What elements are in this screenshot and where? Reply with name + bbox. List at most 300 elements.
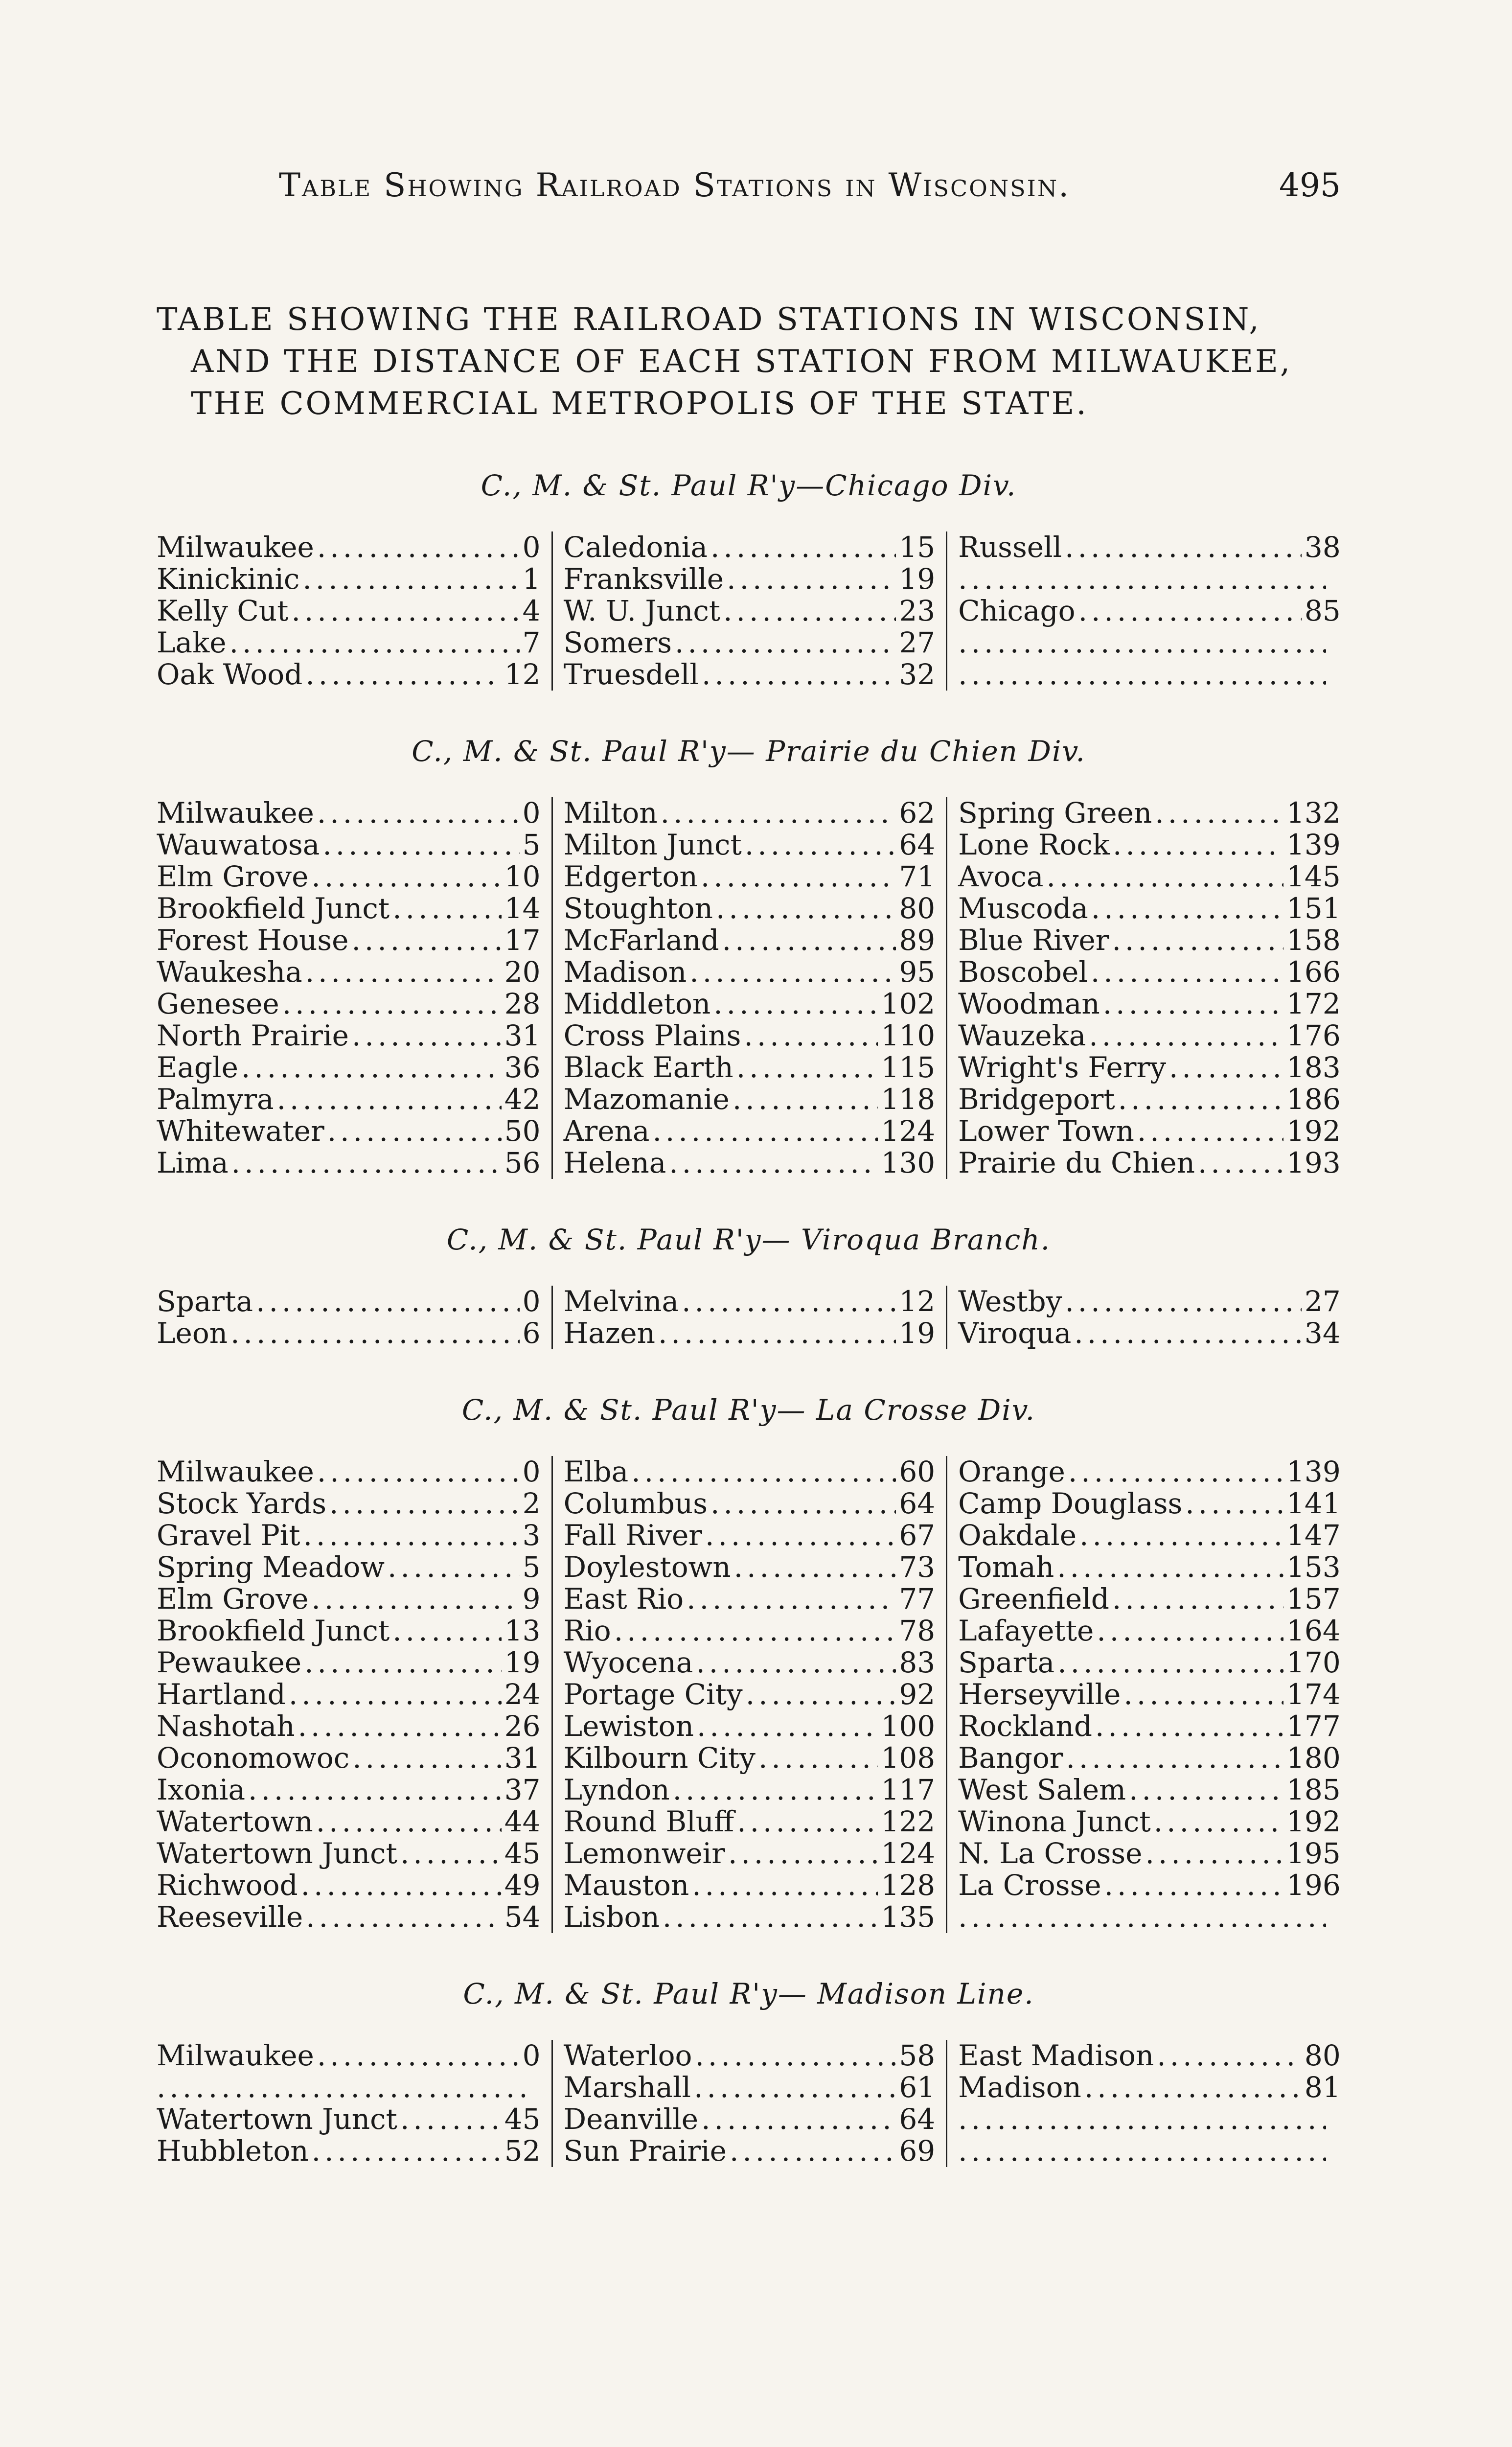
station-name: Elm Grove	[157, 1582, 309, 1616]
station-distance: 135	[881, 1900, 936, 1934]
station-distance: 195	[1286, 1837, 1341, 1870]
station-row	[157, 988, 541, 1020]
station-distance: 27	[899, 626, 936, 659]
station-name: Lake	[157, 626, 227, 659]
station-name: Wright's Ferry	[958, 1051, 1166, 1084]
station-row	[564, 1870, 936, 1901]
station-distance: 145	[1286, 860, 1341, 893]
station-distance: 17	[504, 923, 541, 957]
dot-leader	[305, 956, 502, 988]
main-title-line-1: TABLE SHOWING THE RAILROAD STATIONS IN WISCONSIN,	[157, 301, 1261, 338]
station-name: Lower Town	[958, 1114, 1134, 1148]
railroad-section	[157, 1223, 1341, 1349]
station-distance: 147	[1286, 1519, 1341, 1552]
station-column	[551, 531, 946, 691]
dot-leader	[1078, 595, 1302, 627]
station-column	[551, 1456, 946, 1933]
station-row	[157, 1115, 541, 1147]
station-distance: 52	[504, 2134, 541, 2168]
station-distance: 89	[899, 923, 936, 957]
station-name: Franksville	[563, 562, 724, 596]
station-name: Arena	[563, 1114, 650, 1148]
dot-leader	[713, 988, 878, 1020]
station-distance: 176	[1286, 1019, 1341, 1052]
station-row	[958, 1317, 1341, 1349]
station-row	[564, 1551, 936, 1583]
dot-leader	[289, 1679, 502, 1710]
station-distance: 71	[899, 860, 936, 893]
station-name: Kinickinic	[157, 562, 300, 596]
station-row	[157, 563, 541, 595]
station-distance: 19	[899, 562, 936, 596]
station-name: Orange	[958, 1455, 1065, 1488]
dot-leader	[696, 1647, 896, 1679]
station-name: Whitewater	[157, 1114, 324, 1148]
dot-leader	[689, 956, 896, 988]
dot-leader	[682, 1286, 896, 1317]
railroad-section	[157, 735, 1341, 1179]
station-distance: 124	[881, 1114, 936, 1148]
station-row	[958, 1583, 1341, 1615]
station-name: Lisbon	[563, 1900, 660, 1934]
station-distance: 164	[1286, 1614, 1341, 1647]
station-row	[564, 1456, 936, 1488]
station-row	[564, 1901, 936, 1933]
station-distance: 80	[899, 892, 936, 925]
station-row	[958, 1147, 1341, 1179]
dot-leader	[614, 1615, 896, 1647]
dot-leader	[675, 627, 896, 659]
dot-leader	[400, 2103, 502, 2135]
station-table	[157, 1286, 1341, 1349]
dot-leader	[687, 1583, 896, 1615]
station-row	[564, 1583, 936, 1615]
dot-leader	[734, 1551, 896, 1583]
station-name: Rockland	[958, 1709, 1092, 1743]
station-name: Lemonweir	[563, 1837, 725, 1870]
station-name: Hubbleton	[157, 2134, 309, 2168]
dot-leader	[958, 563, 1326, 595]
station-distance: 27	[1304, 1285, 1341, 1318]
station-row	[157, 924, 541, 956]
station-row	[958, 1615, 1341, 1647]
station-name: Elm Grove	[157, 860, 309, 893]
station-table	[157, 797, 1341, 1179]
station-row	[157, 2072, 541, 2103]
dot-leader	[298, 1710, 502, 1742]
station-column	[157, 1286, 551, 1349]
station-distance: 100	[881, 1709, 936, 1743]
station-row	[157, 627, 541, 659]
dot-leader	[736, 1052, 878, 1084]
station-distance: 9	[522, 1582, 541, 1616]
station-row	[157, 829, 541, 861]
station-distance: 192	[1286, 1114, 1341, 1148]
station-distance: 185	[1286, 1773, 1341, 1806]
station-distance: 23	[899, 594, 936, 627]
running-title: Table Showing Railroad Stations in Wisconsin.	[279, 166, 1071, 204]
station-name: W. U. Junct	[563, 594, 721, 627]
station-distance: 128	[881, 1869, 936, 1902]
dot-leader	[1155, 797, 1283, 829]
station-name: Richwood	[157, 1869, 298, 1902]
station-row	[958, 1838, 1341, 1870]
station-column	[157, 797, 551, 1179]
station-distance: 196	[1286, 1869, 1341, 1902]
railroad-section	[157, 1393, 1341, 1933]
dot-leader	[322, 829, 519, 861]
station-distance: 141	[1286, 1487, 1341, 1520]
dot-leader	[282, 988, 502, 1020]
dot-leader	[157, 2072, 526, 2103]
station-name: Milwaukee	[157, 1455, 314, 1488]
station-distance: 192	[1286, 1805, 1341, 1838]
station-name: Chicago	[958, 594, 1076, 627]
station-name: Stoughton	[563, 892, 713, 925]
station-name: Oak Wood	[157, 658, 303, 691]
station-distance: 19	[504, 1646, 541, 1679]
station-table	[157, 1456, 1341, 1933]
dot-leader	[701, 861, 896, 893]
station-name: Helena	[563, 1146, 666, 1179]
station-row	[157, 1870, 541, 1901]
station-name: East Rio	[563, 1582, 684, 1616]
station-distance: 183	[1286, 1051, 1341, 1084]
station-name: Herseyville	[958, 1678, 1121, 1711]
station-column	[946, 797, 1341, 1179]
station-name: Genesee	[157, 987, 279, 1020]
station-row	[157, 1647, 541, 1679]
dot-leader	[1157, 2040, 1302, 2072]
station-name: N. La Crosse	[958, 1837, 1143, 1870]
dot-leader	[722, 924, 896, 956]
station-name: Watertown	[157, 1805, 313, 1838]
dot-leader	[1112, 1583, 1283, 1615]
station-name: Viroqua	[958, 1316, 1072, 1350]
dot-leader	[695, 2040, 896, 2072]
dot-leader	[1095, 1710, 1283, 1742]
station-distance: 45	[504, 2102, 541, 2136]
station-row	[564, 595, 936, 627]
dot-leader	[705, 1520, 896, 1551]
station-name: Pewaukee	[157, 1646, 302, 1679]
station-name: McFarland	[563, 923, 719, 957]
station-distance: 32	[899, 658, 936, 691]
dot-leader	[710, 531, 896, 563]
station-name: Wauwatosa	[157, 828, 320, 861]
section-title: C., M. & St. Paul R'y— Viroqua Branch.	[446, 1223, 1051, 1256]
dot-leader	[1066, 1742, 1283, 1774]
dot-leader	[317, 2040, 520, 2072]
station-row	[157, 1317, 541, 1349]
dot-leader	[669, 1147, 878, 1179]
station-row	[564, 1742, 936, 1774]
station-name: Madison	[958, 2071, 1081, 2104]
station-column	[946, 2040, 1341, 2167]
station-distance: 174	[1286, 1678, 1341, 1711]
dot-leader	[312, 2135, 502, 2167]
station-name: Lima	[157, 1146, 229, 1179]
station-row	[157, 1806, 541, 1838]
station-name: Leon	[157, 1316, 228, 1350]
station-name: La Crosse	[958, 1869, 1101, 1902]
station-distance: 117	[881, 1773, 936, 1806]
station-row	[564, 627, 936, 659]
dot-leader	[737, 1806, 878, 1838]
station-row	[958, 595, 1341, 627]
dot-leader	[327, 1115, 502, 1147]
dot-leader	[241, 1052, 502, 1084]
main-title-line-3: THE COMMERCIAL METROPOLIS OF THE STATE.	[191, 386, 1088, 422]
dot-leader	[304, 1647, 502, 1679]
dot-leader	[1097, 1615, 1283, 1647]
station-row	[564, 1647, 936, 1679]
dot-leader	[1065, 1286, 1302, 1317]
station-distance: 12	[504, 658, 541, 691]
station-column	[946, 1456, 1341, 1933]
dot-leader	[392, 893, 502, 924]
station-name: Spring Meadow	[157, 1550, 385, 1584]
station-distance: 64	[899, 1487, 936, 1520]
station-name: Prairie du Chien	[958, 1146, 1195, 1179]
dot-leader	[1129, 1774, 1283, 1806]
station-name: Round Bluff	[563, 1805, 734, 1838]
station-name: Mauston	[563, 1869, 689, 1902]
dot-leader	[277, 1084, 502, 1115]
station-distance: 38	[1304, 531, 1341, 564]
station-distance: 95	[899, 955, 936, 989]
station-distance: 2	[522, 1487, 541, 1520]
station-distance: 139	[1286, 1455, 1341, 1488]
station-name: Spring Green	[958, 796, 1152, 830]
station-row	[157, 797, 541, 829]
dot-leader	[745, 829, 896, 861]
dot-leader	[291, 595, 519, 627]
station-row	[157, 1456, 541, 1488]
dot-leader	[311, 861, 501, 893]
dot-leader	[329, 1488, 520, 1520]
station-distance: 3	[522, 1519, 541, 1552]
station-distance: 58	[899, 2039, 936, 2072]
station-name: Nashotah	[157, 1709, 295, 1743]
station-name: Milwaukee	[157, 2039, 314, 2072]
station-name: Russell	[958, 531, 1062, 564]
station-name: Milton	[563, 796, 658, 830]
station-distance: 31	[504, 1741, 541, 1775]
station-table	[157, 2040, 1341, 2167]
station-name: Blue River	[958, 923, 1109, 957]
station-row	[157, 1020, 541, 1052]
running-head	[157, 166, 1341, 220]
station-distance: 110	[881, 1019, 936, 1052]
station-row	[958, 861, 1341, 893]
station-row	[157, 1583, 541, 1615]
station-distance: 139	[1286, 828, 1341, 861]
dot-leader	[701, 2103, 896, 2135]
station-row	[958, 1806, 1341, 1838]
station-row	[958, 1488, 1341, 1520]
station-row	[958, 2135, 1341, 2167]
station-row	[564, 2040, 936, 2072]
station-name: Waukesha	[157, 955, 302, 989]
station-row	[958, 659, 1341, 691]
dot-leader	[723, 595, 896, 627]
station-name: Avoca	[958, 860, 1044, 893]
station-name: Milwaukee	[157, 531, 314, 564]
railroad-section	[157, 469, 1341, 691]
station-name: Elba	[563, 1455, 629, 1488]
station-distance: 34	[1304, 1316, 1341, 1350]
dot-leader	[958, 1901, 1326, 1933]
dot-leader	[958, 627, 1326, 659]
station-row	[958, 1020, 1341, 1052]
station-distance: 20	[504, 955, 541, 989]
station-row	[958, 627, 1341, 659]
dot-leader	[231, 1147, 502, 1179]
station-name: Oakdale	[958, 1519, 1077, 1552]
section-title: C., M. & St. Paul R'y—Chicago Div.	[481, 469, 1017, 502]
station-row	[564, 1317, 936, 1349]
station-name: Eagle	[157, 1051, 238, 1084]
station-distance: 193	[1286, 1146, 1341, 1179]
station-row	[564, 2135, 936, 2167]
station-distance: 14	[504, 892, 541, 925]
station-row	[157, 2103, 541, 2135]
station-distance: 4	[522, 594, 541, 627]
station-distance: 77	[899, 1582, 936, 1616]
station-name: Portage City	[563, 1678, 743, 1711]
station-distance: 80	[1304, 2039, 1341, 2072]
dot-leader	[317, 531, 520, 563]
station-row	[564, 893, 936, 924]
station-row	[157, 1774, 541, 1806]
dot-leader	[673, 1774, 878, 1806]
station-name: Hazen	[563, 1316, 655, 1350]
station-distance: 170	[1286, 1646, 1341, 1679]
station-row	[157, 531, 541, 563]
station-name: Camp Douglass	[958, 1487, 1183, 1520]
dot-leader	[1123, 1679, 1283, 1710]
station-name: Winona Junct	[958, 1805, 1151, 1838]
station-row	[958, 1520, 1341, 1551]
section-title: C., M. & St. Paul R'y— La Crosse Div.	[461, 1393, 1036, 1427]
dot-leader	[311, 1583, 519, 1615]
dot-leader	[317, 1456, 520, 1488]
station-row	[564, 1488, 936, 1520]
station-name: Cross Plains	[563, 1019, 741, 1052]
station-column	[157, 2040, 551, 2167]
dot-leader	[744, 1020, 878, 1052]
station-row	[157, 1286, 541, 1317]
station-distance: 69	[899, 2134, 936, 2168]
station-distance: 0	[522, 796, 541, 830]
station-distance: 54	[504, 1900, 541, 1934]
station-name: Ixonia	[157, 1773, 246, 1806]
station-row	[157, 1901, 541, 1933]
station-row	[564, 1774, 936, 1806]
station-row	[564, 1147, 936, 1179]
station-name: Gravel Pit	[157, 1519, 300, 1552]
dot-leader	[702, 659, 896, 691]
station-distance: 92	[899, 1678, 936, 1711]
railroad-section	[157, 1977, 1341, 2167]
station-name: Caledonia	[563, 531, 708, 564]
station-distance: 130	[881, 1146, 936, 1179]
station-row	[157, 861, 541, 893]
dot-leader	[230, 1317, 520, 1349]
dot-leader	[1112, 924, 1283, 956]
dot-leader	[388, 1551, 520, 1583]
station-distance: 15	[899, 531, 936, 564]
station-row	[564, 563, 936, 595]
station-name: Bridgeport	[958, 1083, 1115, 1116]
station-distance: 73	[899, 1550, 936, 1584]
dot-leader	[1185, 1488, 1283, 1520]
dot-leader	[316, 1806, 502, 1838]
station-name: Woodman	[958, 987, 1100, 1020]
station-row	[564, 988, 936, 1020]
dot-leader	[248, 1774, 502, 1806]
dot-leader	[352, 1742, 502, 1774]
station-name: Marshall	[563, 2071, 691, 2104]
dot-leader	[1154, 1806, 1283, 1838]
station-table	[157, 531, 1341, 691]
station-name: Waterloo	[563, 2039, 692, 2072]
station-row	[958, 1456, 1341, 1488]
station-row	[157, 1742, 541, 1774]
section-title: C., M. & St. Paul R'y— Prairie du Chien Div.	[412, 735, 1086, 768]
station-distance: 0	[522, 1455, 541, 1488]
dot-leader	[716, 893, 896, 924]
dot-leader	[1104, 1870, 1283, 1901]
station-distance: 108	[881, 1741, 936, 1775]
station-distance: 10	[504, 860, 541, 893]
dot-leader	[301, 1870, 502, 1901]
station-distance: 177	[1286, 1709, 1341, 1743]
station-name: Rio	[563, 1614, 611, 1647]
station-name: Doylestown	[563, 1550, 731, 1584]
dot-leader	[392, 1615, 502, 1647]
station-row	[157, 1551, 541, 1583]
station-distance: 122	[881, 1805, 936, 1838]
station-column	[946, 531, 1341, 691]
station-row	[564, 797, 936, 829]
dot-leader	[306, 1901, 502, 1933]
station-row	[564, 924, 936, 956]
station-row	[157, 1488, 541, 1520]
station-name: Columbus	[563, 1487, 708, 1520]
station-name: Brookfield Junct	[157, 1614, 390, 1647]
station-row	[958, 1052, 1341, 1084]
station-name: West Salem	[958, 1773, 1126, 1806]
station-distance: 118	[881, 1083, 936, 1116]
station-distance: 61	[899, 2071, 936, 2104]
station-row	[157, 1147, 541, 1179]
station-row	[564, 531, 936, 563]
dot-leader	[710, 1488, 896, 1520]
station-distance: 19	[899, 1316, 936, 1350]
station-row	[157, 659, 541, 691]
station-name: Wyocena	[563, 1646, 693, 1679]
station-distance: 44	[504, 1805, 541, 1838]
station-distance: 132	[1286, 796, 1341, 830]
dot-leader	[631, 1456, 896, 1488]
station-distance: 81	[1304, 2071, 1341, 2104]
station-name: Sparta	[157, 1285, 253, 1318]
dot-leader	[303, 1520, 520, 1551]
station-distance: 49	[504, 1869, 541, 1902]
station-row	[958, 1084, 1341, 1115]
